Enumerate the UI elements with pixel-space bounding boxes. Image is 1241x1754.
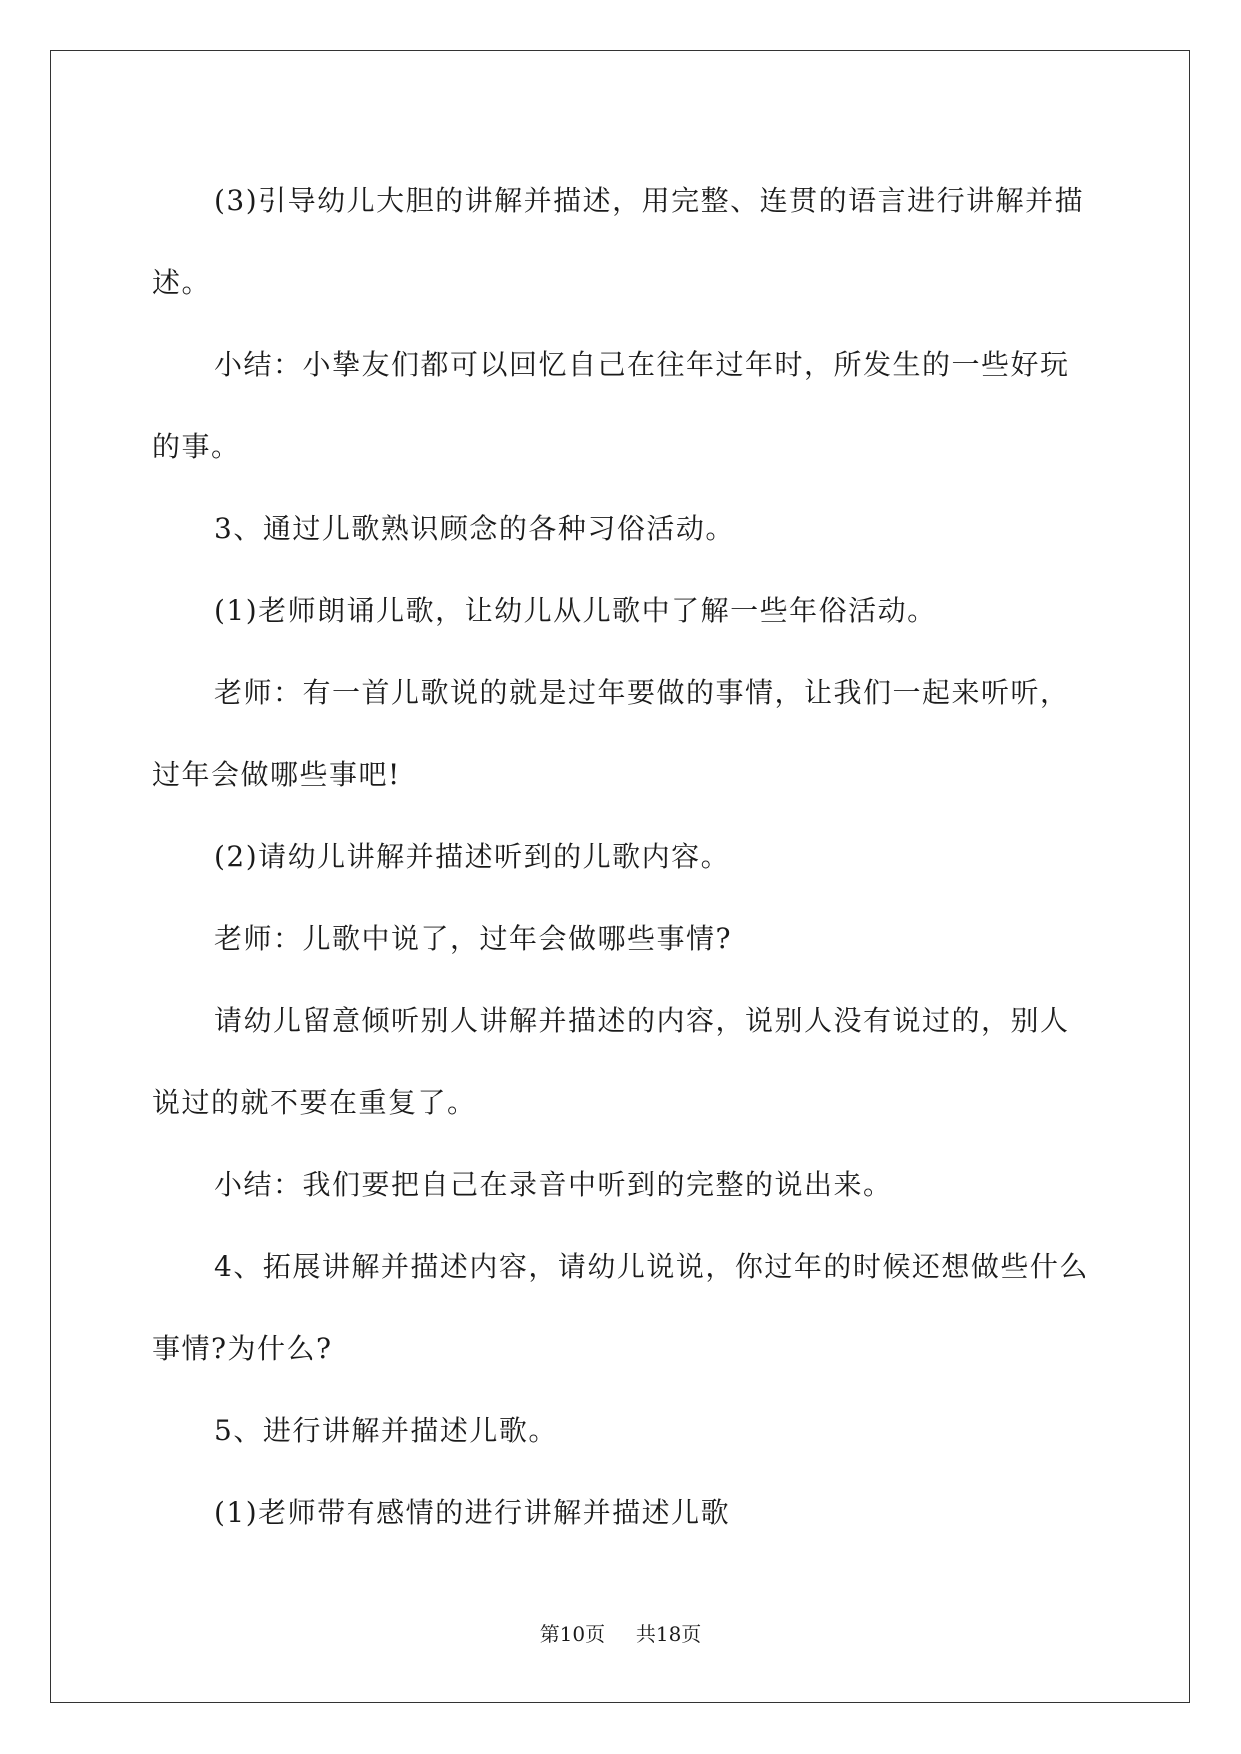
paragraph: 老师：儿歌中说了，过年会做哪些事情? [214,922,733,955]
paragraph: (1)老师带有感情的进行讲解并描述儿歌 [214,1496,731,1529]
paragraph: 5、进行讲解并描述儿歌。 [214,1414,558,1447]
total-page-count: 共18页 [635,1622,702,1646]
document-body [152,160,1092,1554]
paragraph: (3)引导幼儿大胆的讲解并描述，用完整、连贯的语言进行讲解并描述。 [152,184,1085,299]
paragraph: 4、拓展讲解并描述内容，请幼儿说说，你过年的时候还想做些什么事情?为什么? [152,1250,1089,1365]
paragraph: 小结：我们要把自己在录音中听到的完整的说出来。 [214,1168,893,1201]
current-page-number: 第10页 [539,1622,606,1646]
paragraph: 请幼儿留意倾听别人讲解并描述的内容，说别人没有说过的，别人说过的就不要在重复了。 [152,1004,1070,1119]
paragraph: 小结：小挚友们都可以回忆自己在往年过年时，所发生的一些好玩的事。 [152,348,1070,463]
paragraph: (1)老师朗诵儿歌，让幼儿从儿歌中了解一些年俗活动。 [214,594,937,627]
paragraph: 3、通过儿歌熟识顾念的各种习俗活动。 [214,512,735,545]
paragraph: 老师：有一首儿歌说的就是过年要做的事情，让我们一起来听听，过年会做哪些事吧! [152,676,1070,791]
page-footer [0,1622,1241,1646]
paragraph: (2)请幼儿讲解并描述听到的儿歌内容。 [214,840,731,873]
